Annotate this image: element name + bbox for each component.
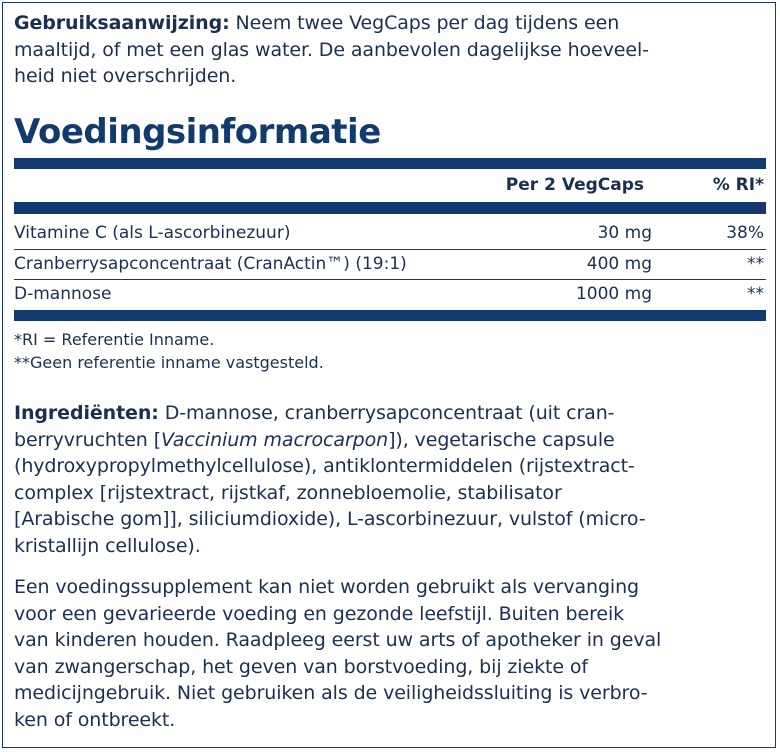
warning-line-5: medicijngebruik. Niet gebruiken als de veiligheidssluiting is verbro- <box>14 682 648 704</box>
nutrient-name: D-mannose <box>14 284 112 304</box>
nutrient-amount: 400 mg <box>586 254 652 274</box>
ingredients-label: Ingrediënten: <box>14 402 159 424</box>
warning-line-2: voor een gevarieerde voeding en gezonde leefstijl. Buiten bereik <box>14 602 625 625</box>
nutrition-header-bar <box>14 202 766 214</box>
nutrient-name: Cranberrysapconcentraat (CranActin™) (19:1) <box>14 254 407 274</box>
nutrition-title: Voedingsinformatie <box>14 112 381 152</box>
nutrient-amount: 30 mg <box>597 223 652 243</box>
warning-line-4: van zwangerschap, het geven van borstvoeding, bij ziekte of <box>14 655 588 678</box>
nutrient-ri: ** <box>747 284 764 304</box>
usage-line-1 <box>14 10 766 37</box>
nutrient-ri: 38% <box>726 223 764 243</box>
footnote-no-ri: **Geen referentie inname vastgesteld. <box>14 353 324 372</box>
nutrient-row <box>14 219 766 247</box>
nutrient-name: Vitamine C (als L-ascorbinezuur) <box>14 223 291 243</box>
ingredients-line-3: (hydroxypropylmethylcellulose), antiklontermiddelen (rijstextract- <box>14 455 635 477</box>
footnotes <box>14 328 324 374</box>
nutrition-bottom-bar <box>14 310 766 321</box>
ingredients-line-1 <box>14 400 766 427</box>
usage-line-2: maaltijd, of met een glas water. De aanbevolen dagelijkse hoeveel- <box>14 38 649 61</box>
ingredients-text-1: D-mannose, cranberrysapconcentraat (uit cran- <box>164 402 615 424</box>
ingredients-line-6: kristallijn cellulose). <box>14 534 201 557</box>
col-amount-header: Per 2 VegCaps <box>505 175 644 195</box>
nutrient-row <box>14 280 766 308</box>
usage-label: Gebruiksaanwijzing: <box>14 12 230 34</box>
ingredients-latin-name: Vaccinium macrocarpon <box>161 428 389 451</box>
usage-section <box>14 10 766 90</box>
nutrient-row <box>14 250 766 278</box>
footnote-ri: *RI = Referentie Inname. <box>14 330 215 349</box>
nutrient-ri: ** <box>747 254 764 274</box>
ingredients-line-4: complex [rijstextract, rijstkaf, zonnebloemolie, stabilisator <box>14 481 562 504</box>
col-ri-header: % RI* <box>712 175 764 195</box>
warning-section <box>14 574 766 733</box>
warning-line-6: ken of ontbreekt. <box>14 708 176 731</box>
usage-text-1: Neem twee VegCaps per dag tijdens een <box>235 12 620 34</box>
usage-line-3: heid niet overschrijden. <box>14 65 237 87</box>
ingredients-text-2b: ]), vegetarische capsule <box>388 428 615 451</box>
ingredients-line-2 <box>14 427 766 454</box>
nutrient-amount: 1000 mg <box>575 284 652 304</box>
warning-line-3: van kinderen houden. Raadpleeg eerst uw arts of apotheker in geval <box>14 629 662 651</box>
ingredients-line-5: [Arabische gom]], siliciumdioxide), L-ascorbinezuur, vulstof (micro- <box>14 508 646 530</box>
ingredients-text-2a: berryvruchten [ <box>14 428 162 451</box>
ingredients-section <box>14 400 766 559</box>
nutrition-top-bar <box>14 158 766 169</box>
warning-line-1: Een voedingssupplement kan niet worden gebruikt als vervanging <box>14 576 640 598</box>
